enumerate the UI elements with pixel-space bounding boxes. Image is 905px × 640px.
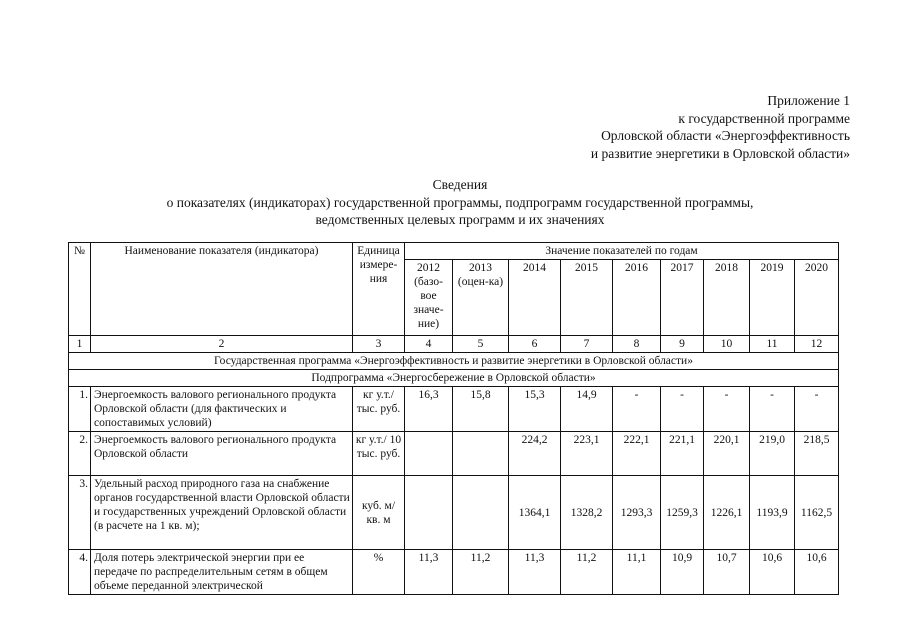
row-value: - [661, 387, 704, 432]
row-value: 11,2 [453, 550, 509, 595]
row-value: 218,5 [795, 432, 839, 476]
header-year: 2020 [795, 260, 839, 336]
row-number: 3. [69, 476, 91, 550]
column-number: 7 [561, 336, 613, 353]
header-year: 2019 [750, 260, 795, 336]
row-value: 224,2 [509, 432, 561, 476]
column-number: 4 [405, 336, 453, 353]
row-value: 1162,5 [795, 476, 839, 550]
row-value: 10,6 [750, 550, 795, 595]
document-heading [90, 176, 830, 229]
row-value: 1193,9 [750, 476, 795, 550]
row-value [405, 476, 453, 550]
table-row [69, 550, 839, 595]
row-unit: кг у.т./ 10 тыс. руб. [353, 432, 405, 476]
program-row [69, 353, 839, 370]
column-number: 5 [453, 336, 509, 353]
header-year: 2017 [661, 260, 704, 336]
row-value: 10,9 [661, 550, 704, 595]
row-value: 1259,3 [661, 476, 704, 550]
row-name: Энергоемкость валового регионального продукта Орловской области [91, 432, 353, 476]
header-year: 2018 [704, 260, 750, 336]
header-year: 2012 (базо-вое значе-ние) [405, 260, 453, 336]
heading-title: Сведения [432, 177, 488, 192]
row-value: 11,3 [405, 550, 453, 595]
row-value: 10,7 [704, 550, 750, 595]
column-number: 3 [353, 336, 405, 353]
appendix-line: и развитие энергетики в Орловской области» [590, 145, 850, 161]
column-number: 10 [704, 336, 750, 353]
appendix-line: Орловской области «Энергоэффективность [601, 128, 850, 143]
row-value: 222,1 [613, 432, 661, 476]
row-value: 10,6 [795, 550, 839, 595]
column-number: 12 [795, 336, 839, 353]
subprogram-row [69, 370, 839, 387]
subprogram-title: Подпрограмма «Энергосбережение в Орловской области» [69, 370, 839, 387]
header-values-group: Значение показателей по годам [405, 243, 839, 260]
header-year: 2013 (оцен-ка) [453, 260, 509, 336]
table-row [69, 387, 839, 432]
program-title: Государственная программа «Энергоэффективность и развитие энергетики в Орловской области» [69, 353, 839, 370]
column-number: 2 [91, 336, 353, 353]
column-number: 11 [750, 336, 795, 353]
column-number: 1 [69, 336, 91, 353]
heading-line: ведомственных целевых программ и их значениях [315, 212, 605, 227]
header-year: 2016 [613, 260, 661, 336]
header-no: № [69, 243, 91, 336]
header-year: 2014 [509, 260, 561, 336]
row-value: 15,3 [509, 387, 561, 432]
row-value: 14,9 [561, 387, 613, 432]
row-unit: % [353, 550, 405, 595]
header-name: Наименование показателя (индикатора) [91, 243, 353, 336]
indicators-table [68, 242, 839, 595]
row-value: 11,3 [509, 550, 561, 595]
row-value: 16,3 [405, 387, 453, 432]
appendix-block [520, 92, 850, 162]
table-row [69, 432, 839, 476]
row-value [453, 432, 509, 476]
row-name: Доля потерь электрической энергии при ее передаче по распределительным сетям в общем объеме переданной электрической [91, 550, 353, 595]
row-value: 219,0 [750, 432, 795, 476]
row-value: 221,1 [661, 432, 704, 476]
row-value: 15,8 [453, 387, 509, 432]
column-number: 6 [509, 336, 561, 353]
row-number: 4. [69, 550, 91, 595]
row-value: 1328,2 [561, 476, 613, 550]
row-value: 1226,1 [704, 476, 750, 550]
row-value: 11,1 [613, 550, 661, 595]
column-number: 8 [613, 336, 661, 353]
row-value: - [613, 387, 661, 432]
row-name: Удельный расход природного газа на снабжение органов государственной власти Орловской области и государственных учреждений Орловской области (в расчете на 1 кв. м); [91, 476, 353, 550]
appendix-line: к государственной программе [678, 110, 850, 126]
header-year: 2015 [561, 260, 613, 336]
heading-line: о показателях (индикаторах) государственной программы, подпрограмм государственной программы, [166, 194, 754, 210]
appendix-line: Приложение 1 [767, 93, 850, 108]
column-numbers-row [69, 336, 839, 353]
header-row [69, 243, 839, 260]
row-value: 1293,3 [613, 476, 661, 550]
row-number: 2. [69, 432, 91, 476]
row-value: - [750, 387, 795, 432]
row-number: 1. [69, 387, 91, 432]
row-value: 1364,1 [509, 476, 561, 550]
column-number: 9 [661, 336, 704, 353]
row-value [453, 476, 509, 550]
row-value: 220,1 [704, 432, 750, 476]
row-unit: куб. м/ кв. м [353, 476, 405, 550]
row-value: 11,2 [561, 550, 613, 595]
row-name: Энергоемкость валового регионального продукта Орловской области (для фактических и сопоставимых условий) [91, 387, 353, 432]
table-row [69, 476, 839, 550]
row-unit: кг у.т./ тыс. руб. [353, 387, 405, 432]
row-value [405, 432, 453, 476]
header-unit: Единица измере-ния [353, 243, 405, 336]
row-value: 223,1 [561, 432, 613, 476]
row-value: - [795, 387, 839, 432]
row-value: - [704, 387, 750, 432]
